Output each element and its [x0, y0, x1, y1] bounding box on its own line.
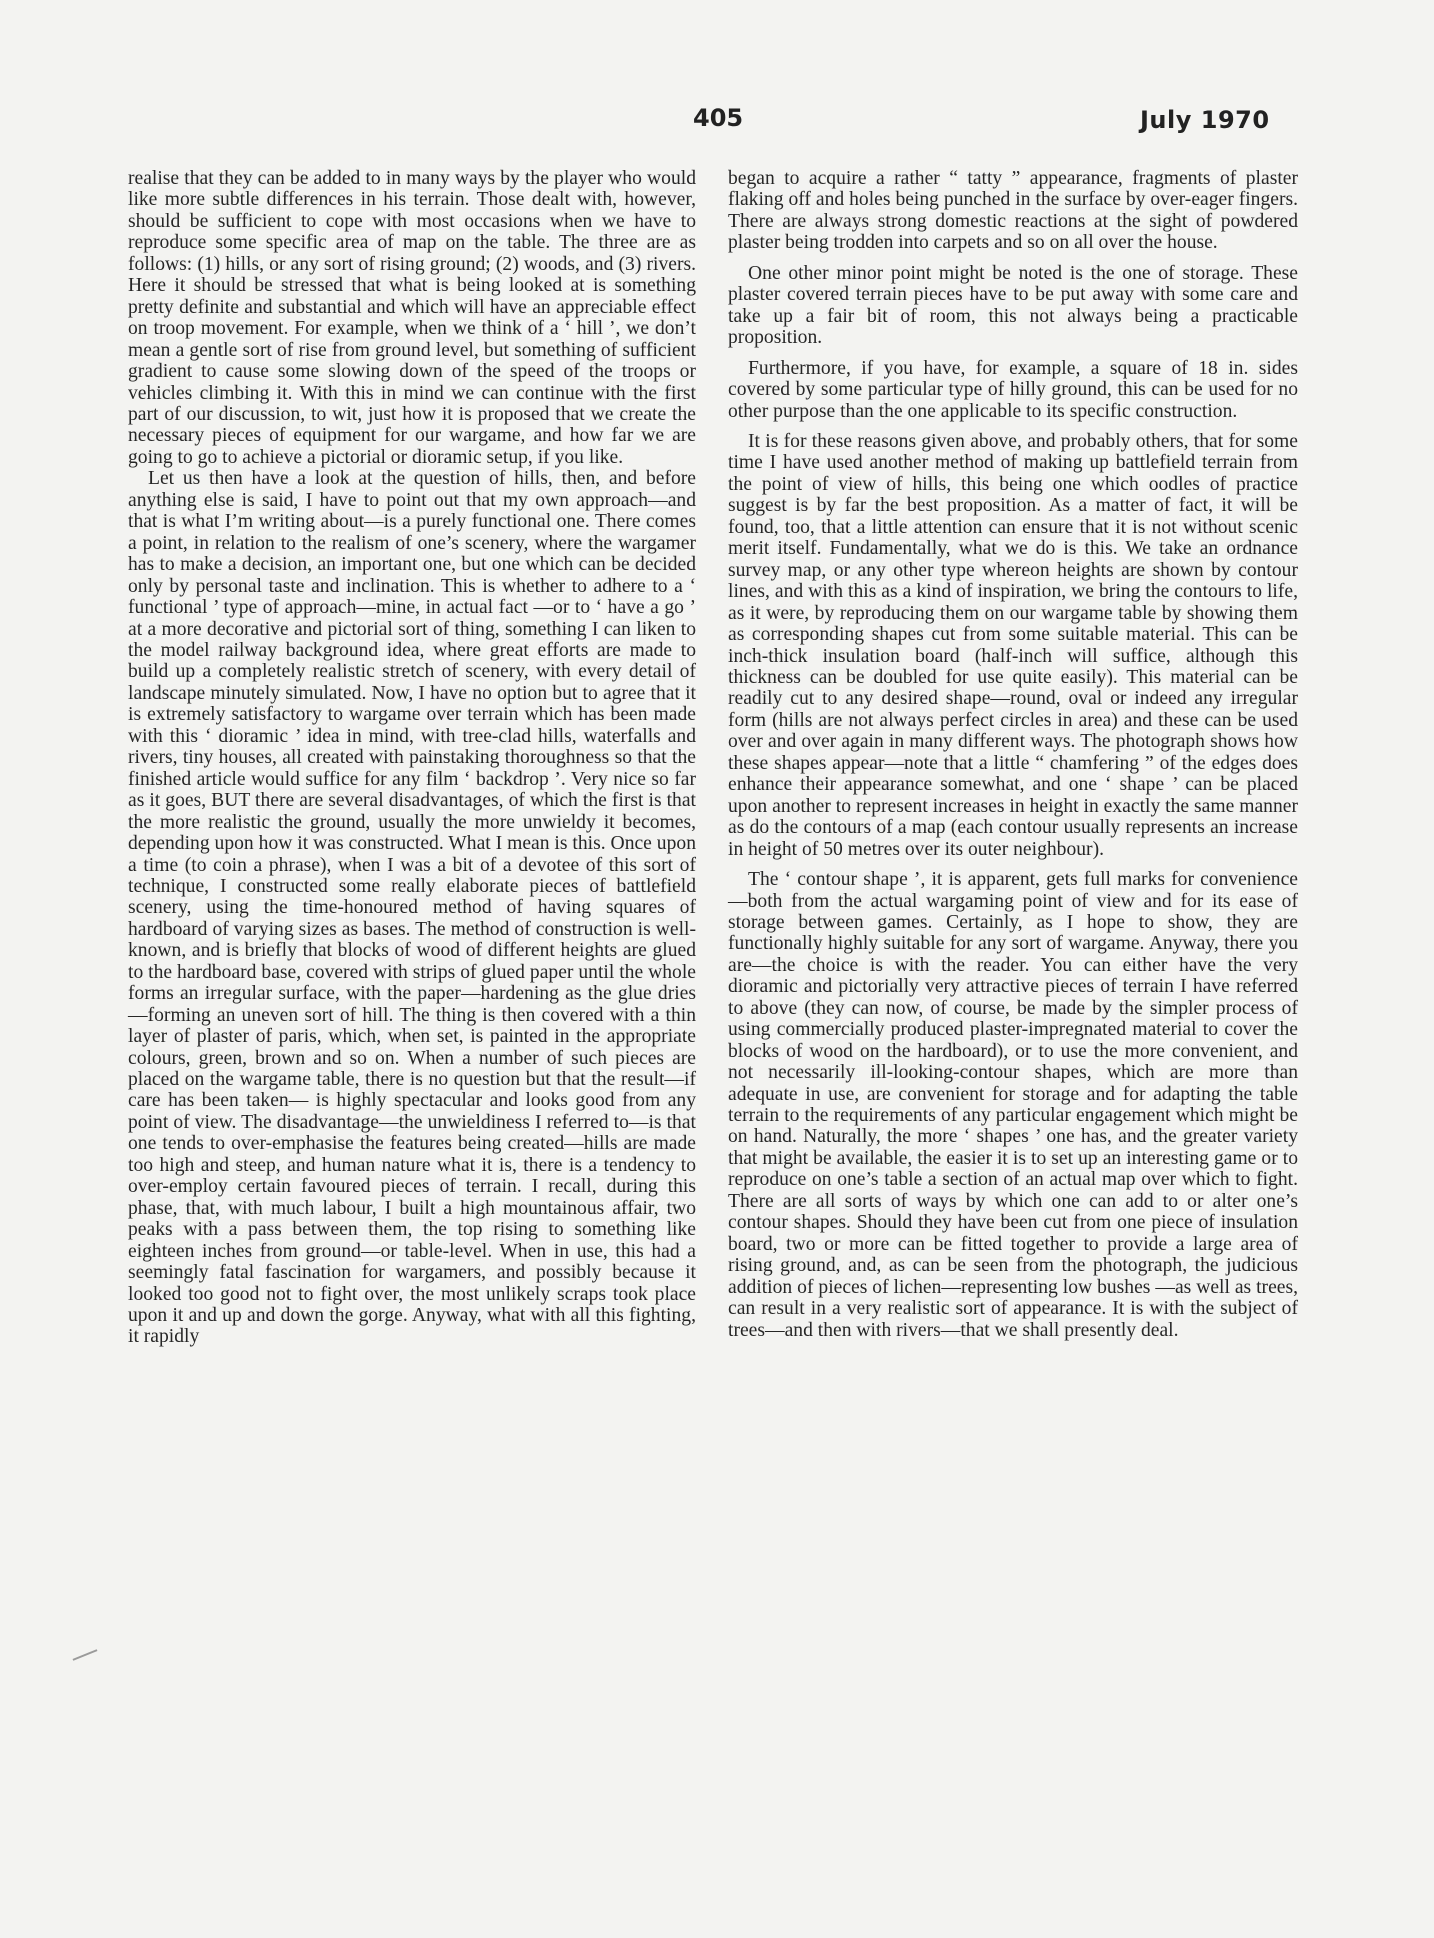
paragraph: realise that they can be added to in many ways by the player who would like more subtle differences in his terrain. Those dealt with, however, should be sufficient to cope with most occasions when we have to reproduce some specific area of map on the table. The three are as follows: (1) hills, or any sort of rising ground; (2) woods, and (3) rivers. Here it should be stressed that what is being looked at is something pretty definite and substantial and which will have an appreciable effect on troop movement. For example, when we think of a ‘ hill ’, we don’t mean a gentle sort of rise from ground level, but something of sufficient gradient to cause some slowing down of the speed of the troops or vehicles climbing it. With this in mind we can continue with the first part of our discussion, to wit, just how it is proposed that we create the necessary pieces of equipment for our wargame, and how far we are going to go to achieve a pictorial or dioramic setup, if you like.	[128, 168, 696, 468]
left-column	[128, 168, 696, 1348]
issue-date: July 1970	[1140, 106, 1270, 134]
paragraph: One other minor point might be noted is the one of storage. These plaster covered terrain pieces have to be put away with some care and take up a fair bit of room, this not always being a practicable proposition.	[728, 262, 1298, 349]
paragraph: The ‘ contour shape ’, it is apparent, gets full marks for convenience—both from the actual wargaming point of view and for its ease of storage between games. Certainly, as I hope to show, they are functionally highly suitable for any sort of wargame. Anyway, there you are—the choice is with the reader. You can either have the very dioramic and pictorially very attractive pieces of terrain I have referred to above (they can now, of course, be made by the simpler process of using commercially produced plaster-impregnated material to cover the blocks of wood on the hardboard), or to use the more convenient, and not necessarily ill-looking-contour shapes, which are more than adequate in use, are convenient for storage and for adapting the table terrain to the requirements of any particular engagement which might be on hand. Naturally, the more ‘ shapes ’ one has, and the greater variety that might be available, the easier it is to set up an interesting game or to reproduce on one’s table a section of an actual map over which to fight. There are all sorts of ways by which one can add to or alter one’s contour shapes. Should they have been cut from one piece of insulation board, two or more can be fitted together to provide a large area of rising ground, and, as can be seen from the photograph, the judicious addition of pieces of lichen—representing low bushes —as well as trees, can result in a very realistic sort of appearance. It is with the subject of trees—and then with rivers—that we shall presently deal.	[728, 869, 1298, 1341]
paragraph: It is for these reasons given above, and probably others, that for some time I have used another method of making up battlefield terrain from the point of view of hills, this being one which oodles of practice suggest is by far the best proposition. As a matter of fact, it will be found, too, that a little attention can ensure that it is not without scenic merit itself. Fundamentally, what we do is this. We take an ordnance survey map, or any other type whereon heights are shown by contour lines, and with this as a kind of inspiration, we bring the contours to life, as it were, by reproducing them on our wargame table by showing them as corresponding shapes cut from some suitable material. This can be inch-thick insulation board (half-inch will suffice, although this thickness can be doubled for use quite easily). This material can be readily cut to any desired shape—round, oval or indeed any irregular form (hills are not always perfect circles in area) and these can be used over and over again in many different ways. The photograph shows how these shapes appear—note that a little “ chamfering ” of the edges does enhance their appearance somewhat, and one ‘ shape ’ can be placed upon another to represent increases in height in exactly the same manner as do the contours of a map (each contour usually represents an increase in height of 50 metres over its outer neighbour).	[728, 430, 1298, 860]
paragraph: began to acquire a rather “ tatty ” appearance, fragments of plaster flaking off and holes being punched in the surface by over-eager fingers. There are always strong domestic reactions at the sight of powdered plaster being trodden into carpets and so on all over the house.	[728, 168, 1298, 254]
right-column	[728, 168, 1298, 1341]
page-number: 405	[693, 104, 744, 132]
margin-pencil-mark	[73, 1649, 98, 1661]
paragraph: Furthermore, if you have, for example, a square of 18 in. sides covered by some particular type of hilly ground, this can be used for no other purpose than the one applicable to its specific construction.	[728, 357, 1298, 422]
paragraph: Let us then have a look at the question of hills, then, and before anything else is said, I have to point out that my own approach—and that is what I’m writing about—is a purely functional one. There comes a point, in relation to the realism of one’s scenery, where the wargamer has to make a decision, an important one, but one which can be decided only by personal taste and inclination. This is whether to adhere to a ‘ functional ’ type of approach—mine, in actual fact —or to ‘ have a go ’ at a more decorative and pictorial sort of thing, something I can liken to the model railway background idea, where great efforts are made to build up a completely realistic stretch of scenery, with every detail of landscape minutely simulated. Now, I have no option but to agree that it is extremely satisfactory to wargame over terrain which has been made with this ‘ dioramic ’ idea in mind, with tree-clad hills, waterfalls and rivers, tiny houses, all created with painstaking thoroughness so that the finished article would suffice for any film ‘ backdrop ’. Very nice so far as it goes, BUT there are several disadvantages, of which the first is that the more realistic the ground, usually the more unwieldy it becomes, depending upon how it was constructed. What I mean is this. Once upon a time (to coin a phrase), when I was a bit of a devotee of this sort of technique, I constructed some really elaborate pieces of battlefield scenery, using the time-honoured method of having squares of hardboard of varying sizes as bases. The method of construction is well-known, and is briefly that blocks of wood of different heights are glued to the hardboard base, covered with strips of glued paper until the whole forms an irregular surface, with the paper—hardening as the glue dries—forming an uneven sort of hill. The thing is then covered with a thin layer of plaster of paris, which, when set, is painted in the appropriate colours, green, brown and so on. When a number of such pieces are placed on the wargame table, there is no question but that the result—if care has been taken— is highly spectacular and looks good from any point of view. The disadvantage—the unwieldiness I referred to—is that one tends to over-emphasise the features being created—hills are made too high and steep, and human nature what it is, there is a tendency to over-employ certain favoured pieces of terrain. I recall, during this phase, that, with much labour, I built a high mountainous affair, two peaks with a pass between them, the top rising to something like eighteen inches from ground—or table-level. When in use, this had a seemingly fatal fascination for wargamers, and possibly because it looked too good not to fight over, the most unlikely scraps took place upon it and up and down the gorge. Anyway, what with all this fighting, it rapidly	[128, 468, 696, 1348]
